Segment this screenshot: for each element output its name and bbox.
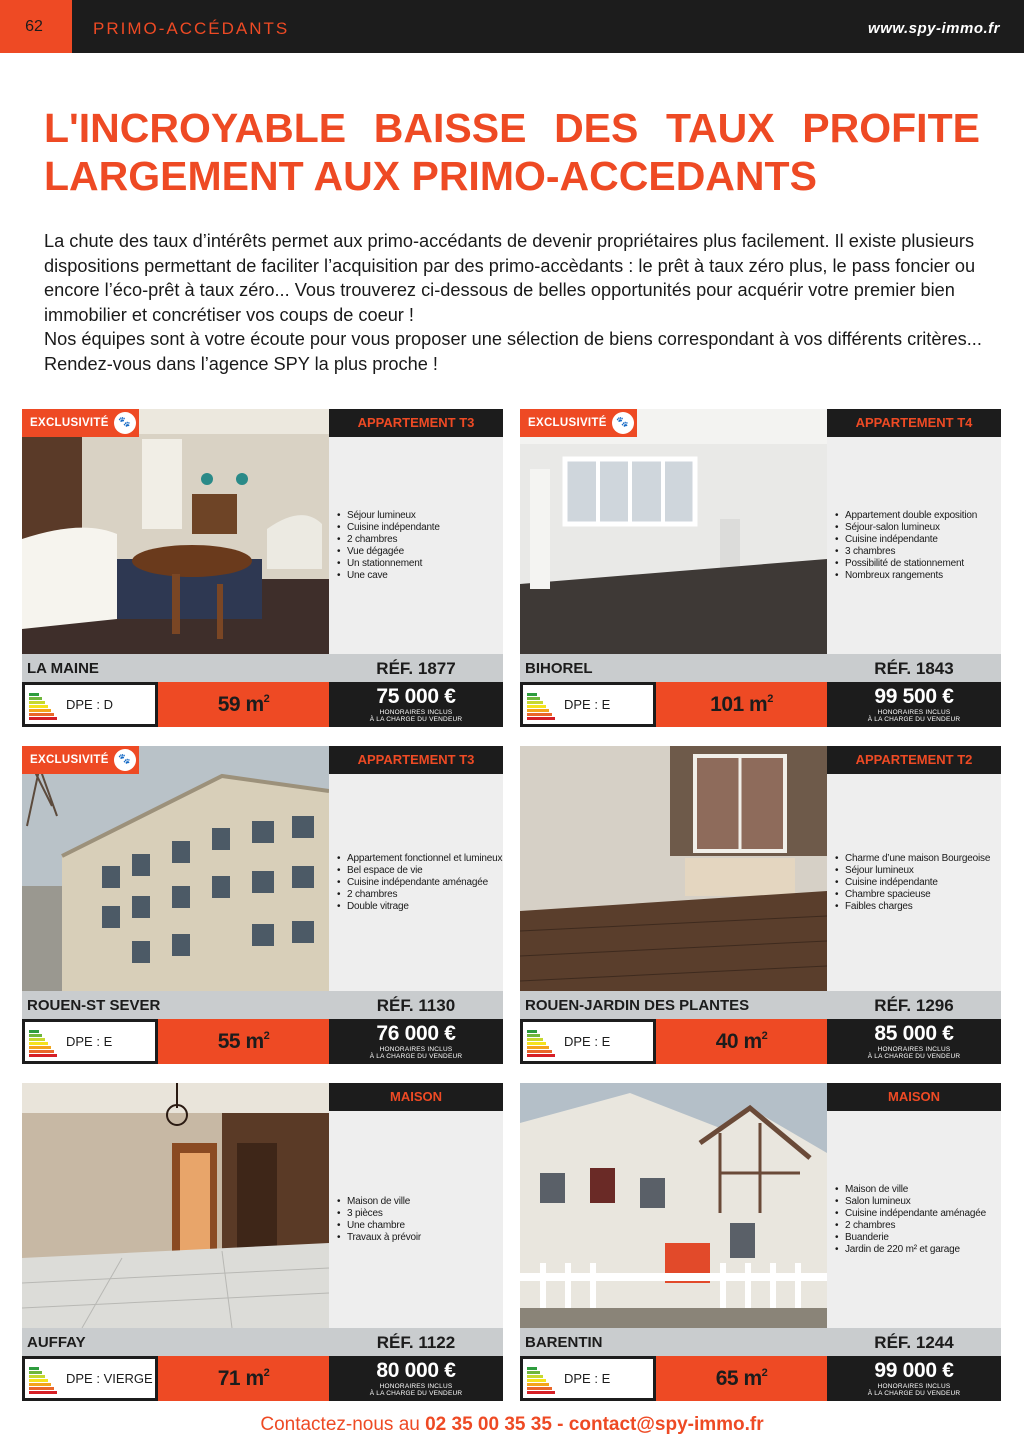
- feature-item: • Appartement fonctionnel et lumineux: [337, 853, 502, 865]
- area-value: 55 m: [217, 1030, 264, 1053]
- headline-line-1: [44, 104, 980, 152]
- headline-line-2: LARGEMENT AUX PRIMO-ACCEDANTS: [44, 153, 817, 199]
- listing-photo[interactable]: [520, 409, 827, 654]
- listing-photo[interactable]: [22, 1083, 329, 1328]
- property-type: MAISON: [827, 1083, 1001, 1111]
- location-bar: [520, 1328, 1001, 1356]
- intro-paragraph: Nos équipes sont à votre écoute pour vous proposer une sélection de biens correspondant à vos différents critères... Rendez-vous dans l’agence SPY la plus proche !: [44, 329, 982, 374]
- fees-charge: À LA CHARGE DU VENDEUR: [369, 716, 463, 723]
- feature-item: • 2 chambres: [337, 889, 502, 901]
- feature-item: • 2 chambres: [835, 1220, 986, 1232]
- listing-reference: RÉF. 1843: [874, 659, 954, 678]
- energy-scale-icon: [29, 1367, 55, 1393]
- price-block: [827, 682, 1001, 727]
- feature-list: [337, 853, 502, 913]
- contact-separator: -: [551, 1414, 569, 1435]
- feature-panel: [329, 437, 503, 654]
- feature-list: [337, 1196, 421, 1244]
- feature-item: • Possibilité de stationnement: [835, 558, 977, 570]
- feature-item: • 3 chambres: [835, 546, 977, 558]
- dpe-rating: [520, 1356, 656, 1401]
- fees-included: HONORAIRES INCLUS: [877, 1046, 951, 1053]
- area-value: 59 m: [217, 693, 264, 716]
- living-area: [158, 682, 329, 727]
- intro-paragraph: La chute des taux d’intérêts permet aux primo-accédants de devenir propriétaires plus facilement. Il existe plusieurs dispositions permettant de faciliter l’acquisition par des primo-accèdants : le prêt à taux zéro plus, le pass foncier ou encore l’éco-prêt à taux zéro... Vous trouverez ci-dessous de belles opportunités pour acquérir votre premier bien immobilier et concrétiser vos coups de coeur !: [44, 231, 976, 325]
- feature-item: • Buanderie: [835, 1232, 986, 1244]
- feature-item: • Appartement double exposition: [835, 510, 977, 522]
- contact-email[interactable]: contact@spy-immo.fr: [568, 1414, 764, 1435]
- price-block: [827, 1356, 1001, 1401]
- listing-card[interactable]: [520, 746, 1001, 1064]
- intro-text: [44, 229, 982, 377]
- fees-included: HONORAIRES INCLUS: [877, 709, 951, 716]
- living-area: [656, 682, 827, 727]
- listing-card[interactable]: [520, 1083, 1001, 1401]
- listing-reference: RÉF. 1130: [376, 996, 456, 1015]
- listing-card[interactable]: [520, 409, 1001, 727]
- location-bar: [520, 991, 1001, 1019]
- listing-summary: [22, 1356, 503, 1401]
- contact-prefix: Contactez-nous au: [260, 1414, 426, 1435]
- contact-footer: [0, 1414, 1024, 1436]
- exclusive-badge: [22, 746, 139, 774]
- listing-reference: RÉF. 1296: [874, 996, 954, 1015]
- area-unit: 2: [263, 693, 270, 705]
- listing-summary: [520, 1356, 1001, 1401]
- headline-word: DES: [554, 105, 639, 151]
- listing-location: BIHOREL: [525, 660, 593, 677]
- area-unit: 2: [767, 693, 773, 705]
- listing-reference: RÉF. 1122: [376, 1333, 456, 1352]
- feature-item: • 3 pièces: [337, 1208, 421, 1220]
- energy-scale-icon: [527, 1030, 553, 1056]
- feature-list: [835, 510, 977, 582]
- fees-charge: À LA CHARGE DU VENDEUR: [867, 716, 961, 723]
- property-type: APPARTEMENT T4: [827, 409, 1001, 437]
- energy-scale-icon: [527, 693, 553, 719]
- page-headline: [44, 104, 980, 200]
- exclusive-badge: [22, 409, 139, 437]
- dpe-rating: [22, 682, 158, 727]
- area-value: 65 m: [715, 1367, 762, 1390]
- top-bar: [0, 0, 1024, 53]
- dpe-rating: [22, 1019, 158, 1064]
- property-type: MAISON: [329, 1083, 503, 1111]
- listing-photo[interactable]: [520, 1083, 827, 1328]
- listing-card[interactable]: [22, 409, 503, 727]
- headline-word: L'INCROYABLE: [44, 105, 347, 151]
- feature-item: • Nombreux rangements: [835, 570, 977, 582]
- listing-location: LA MAINE: [27, 660, 99, 677]
- dpe-rating: [22, 1356, 158, 1401]
- page-number: 62: [0, 0, 72, 53]
- feature-item: • Séjour lumineux: [337, 510, 440, 522]
- fees-charge: À LA CHARGE DU VENDEUR: [369, 1053, 463, 1060]
- listing-summary: [520, 1019, 1001, 1064]
- listing-price: 76 000 €: [376, 1022, 456, 1045]
- feature-panel: [827, 774, 1001, 991]
- feature-panel: [329, 774, 503, 991]
- spy-logo-icon: 🐾: [612, 412, 634, 434]
- dpe-rating: [520, 682, 656, 727]
- price-block: [329, 1356, 503, 1401]
- feature-item: • Cuisine indépendante: [835, 877, 990, 889]
- dpe-label: DPE : VIERGE: [66, 1371, 153, 1386]
- contact-phone[interactable]: 02 35 00 35 35: [425, 1414, 552, 1435]
- headline-word: TAUX: [666, 105, 775, 151]
- energy-scale-icon: [29, 1030, 55, 1056]
- listing-summary: [22, 1019, 503, 1064]
- location-bar: [22, 1328, 503, 1356]
- energy-scale-icon: [527, 1367, 553, 1393]
- energy-scale-icon: [29, 693, 55, 719]
- feature-item: • Maison de ville: [337, 1196, 421, 1208]
- feature-item: • Cuisine indépendante aménagée: [337, 877, 502, 889]
- listing-location: BARENTIN: [525, 1334, 603, 1351]
- location-bar: [520, 654, 1001, 682]
- fees-included: HONORAIRES INCLUS: [877, 1383, 951, 1390]
- price-block: [827, 1019, 1001, 1064]
- dpe-label: DPE : E: [564, 697, 611, 712]
- fees-charge: À LA CHARGE DU VENDEUR: [867, 1390, 961, 1397]
- feature-item: • Faibles charges: [835, 901, 990, 913]
- exclusive-label: EXCLUSIVITÉ: [528, 417, 607, 429]
- feature-panel: [827, 1111, 1001, 1328]
- listing-reference: RÉF. 1877: [376, 659, 456, 678]
- feature-item: • Séjour lumineux: [835, 865, 990, 877]
- listing-price: 99 000 €: [874, 1359, 954, 1382]
- feature-item: • Une cave: [337, 570, 440, 582]
- listing-price: 85 000 €: [874, 1022, 954, 1045]
- listing-price: 80 000 €: [376, 1359, 456, 1382]
- feature-item: • Cuisine indépendante: [337, 522, 440, 534]
- area-value: 71 m: [217, 1367, 264, 1390]
- fees-charge: À LA CHARGE DU VENDEUR: [369, 1390, 463, 1397]
- fees-included: HONORAIRES INCLUS: [379, 709, 453, 716]
- feature-item: • Cuisine indépendante aménagée: [835, 1208, 986, 1220]
- feature-list: [835, 1184, 986, 1256]
- living-area: [656, 1356, 827, 1401]
- section-title: PRIMO-ACCÉDANTS: [93, 19, 290, 38]
- dpe-label: DPE : E: [564, 1371, 611, 1386]
- dpe-label: DPE : D: [66, 697, 113, 712]
- fees-charge: À LA CHARGE DU VENDEUR: [867, 1053, 961, 1060]
- location-bar: [22, 991, 503, 1019]
- spy-logo-icon: 🐾: [114, 412, 136, 434]
- living-area: [656, 1019, 827, 1064]
- listing-location: ROUEN-ST SEVER: [27, 997, 161, 1014]
- feature-item: • Double vitrage: [337, 901, 502, 913]
- feature-panel: [329, 1111, 503, 1328]
- listing-price: 75 000 €: [376, 685, 456, 708]
- website-link[interactable]: www.spy-immo.fr: [868, 20, 1000, 37]
- spy-logo-icon: 🐾: [114, 749, 136, 771]
- location-bar: [22, 654, 503, 682]
- feature-item: • Séjour-salon lumineux: [835, 522, 977, 534]
- property-type: APPARTEMENT T3: [329, 409, 503, 437]
- listing-summary: [22, 682, 503, 727]
- price-block: [329, 682, 503, 727]
- listing-reference: RÉF. 1244: [874, 1333, 954, 1352]
- area-unit: 2: [263, 1367, 270, 1379]
- feature-item: • Jardin de 220 m² et garage: [835, 1244, 986, 1256]
- property-type: APPARTEMENT T3: [329, 746, 503, 774]
- listing-photo[interactable]: [22, 746, 329, 991]
- listing-location: ROUEN-JARDIN DES PLANTES: [525, 997, 750, 1014]
- feature-item: • Travaux à prévoir: [337, 1232, 421, 1244]
- exclusive-badge: [520, 409, 637, 437]
- listing-card[interactable]: [22, 1083, 503, 1401]
- dpe-rating: [520, 1019, 656, 1064]
- area-unit: 2: [263, 1030, 270, 1042]
- headline-word: PROFITE: [802, 105, 980, 151]
- feature-item: • Cuisine indépendante: [835, 534, 977, 546]
- feature-item: • Maison de ville: [835, 1184, 986, 1196]
- fees-included: HONORAIRES INCLUS: [379, 1383, 453, 1390]
- property-type: APPARTEMENT T2: [827, 746, 1001, 774]
- listing-price: 99 500 €: [874, 685, 954, 708]
- area-value: 101 m: [710, 693, 768, 716]
- feature-item: • Salon lumineux: [835, 1196, 986, 1208]
- listing-summary: [520, 682, 1001, 727]
- area-value: 40 m: [715, 1030, 762, 1053]
- dpe-label: DPE : E: [66, 1034, 113, 1049]
- area-unit: 2: [761, 1030, 768, 1042]
- feature-item: • Bel espace de vie: [337, 865, 502, 877]
- listing-location: AUFFAY: [27, 1334, 86, 1351]
- listing-photo[interactable]: [22, 409, 329, 654]
- listing-card[interactable]: [22, 746, 503, 1064]
- fees-included: HONORAIRES INCLUS: [379, 1046, 453, 1053]
- feature-item: • Une chambre: [337, 1220, 421, 1232]
- feature-item: • Chambre spacieuse: [835, 889, 990, 901]
- feature-list: [337, 510, 440, 582]
- exclusive-label: EXCLUSIVITÉ: [30, 754, 109, 766]
- feature-list: [835, 853, 990, 913]
- dpe-label: DPE : E: [564, 1034, 611, 1049]
- feature-item: • Vue dégagée: [337, 546, 440, 558]
- living-area: [158, 1356, 329, 1401]
- headline-word: BAISSE: [373, 105, 527, 151]
- exclusive-label: EXCLUSIVITÉ: [30, 417, 109, 429]
- feature-item: • Charme d’une maison Bourgeoise: [835, 853, 990, 865]
- feature-item: • 2 chambres: [337, 534, 440, 546]
- feature-item: • Un stationnement: [337, 558, 440, 570]
- price-block: [329, 1019, 503, 1064]
- area-unit: 2: [761, 1367, 768, 1379]
- listing-photo[interactable]: [520, 746, 827, 991]
- living-area: [158, 1019, 329, 1064]
- feature-panel: [827, 437, 1001, 654]
